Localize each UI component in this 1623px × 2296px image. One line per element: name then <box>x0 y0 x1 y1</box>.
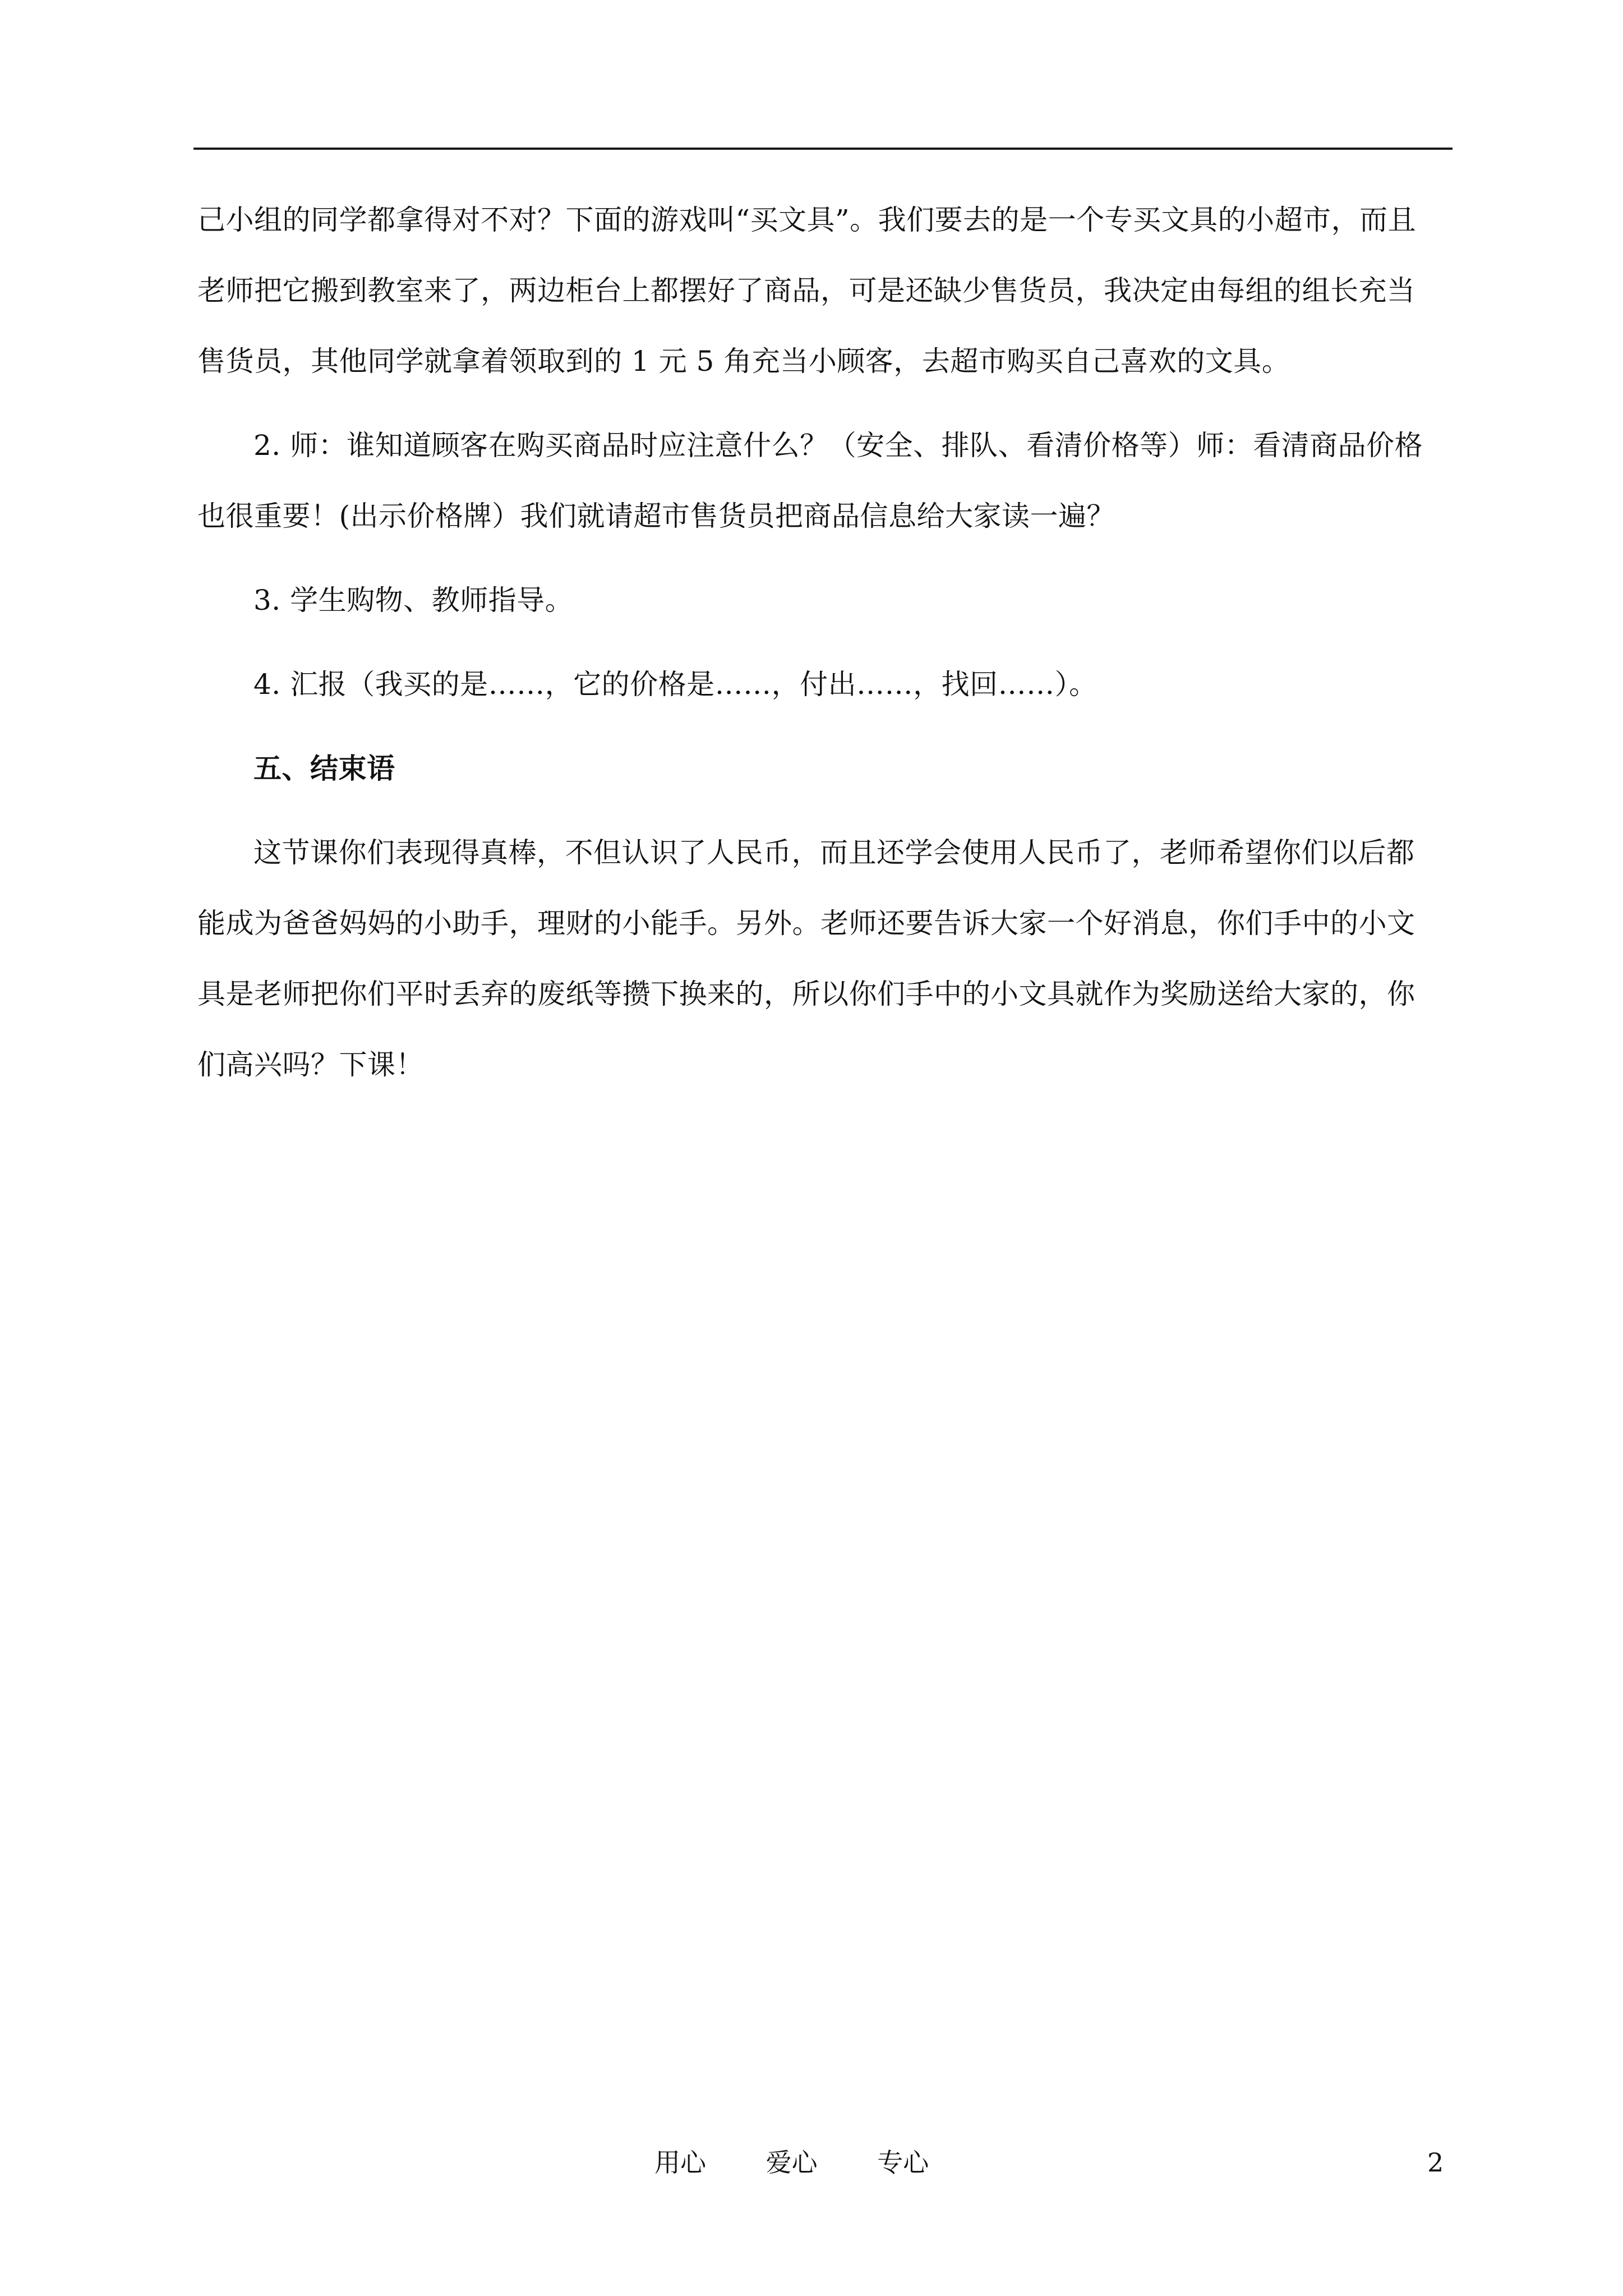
paragraph-line: 4. 汇报（我买的是……，它的价格是……，付出……，找回……）。 <box>253 668 1098 701</box>
paragraph-line: 具是老师把你们平时丢弃的废纸等攒下换来的，所以你们手中的小文具就作为奖励送给大家的，你 <box>197 978 1415 1010</box>
paragraph-line: 己小组的同学都拿得对不对？下面的游戏叫“买文具”。我们要去的是一个专买文具的小超市，而且 <box>197 204 1417 236</box>
section-heading: 五、结束语 <box>253 752 395 785</box>
paragraph-line: 老师把它搬到教室来了，两边柜台上都摆好了商品，可是还缺少售货员，我决定由每组的组长充当 <box>197 274 1415 307</box>
paragraph-line: 2. 师：谁知道顾客在购买商品时应注意什么？（安全、排队、看清价格等）师：看清商品价格 <box>253 429 1423 462</box>
paragraph-line: 们高兴吗？下课！ <box>197 1048 424 1081</box>
paragraph-line: 能成为爸爸妈妈的小助手，理财的小能手。另外。老师还要告诉大家一个好消息，你们手中的小文 <box>197 907 1415 940</box>
paragraph-line: 这节课你们表现得真棒，不但认识了人民币，而且还学会使用人民币了，老师希望你们以后都 <box>253 836 1415 869</box>
paragraph-line: 3. 学生购物、教师指导。 <box>253 584 574 616</box>
footer-motto-item: 专心 <box>877 2147 929 2178</box>
header-rule <box>193 148 1453 150</box>
page-footer <box>0 2143 1623 2182</box>
footer-motto-item: 用心 <box>654 2147 706 2178</box>
page-number: 2 <box>1427 2147 1444 2178</box>
document-body <box>197 202 1454 1117</box>
footer-motto <box>654 2143 929 2182</box>
paragraph-line: 也很重要！(出示价格牌）我们就请超市售货员把商品信息给大家读一遍？ <box>197 500 1115 532</box>
paragraph-line: 售货员，其他同学就拿着领取到的 1 元 5 角充当小顾客，去超市购买自己喜欢的文具。 <box>197 345 1290 378</box>
footer-motto-item: 爱心 <box>766 2147 818 2178</box>
